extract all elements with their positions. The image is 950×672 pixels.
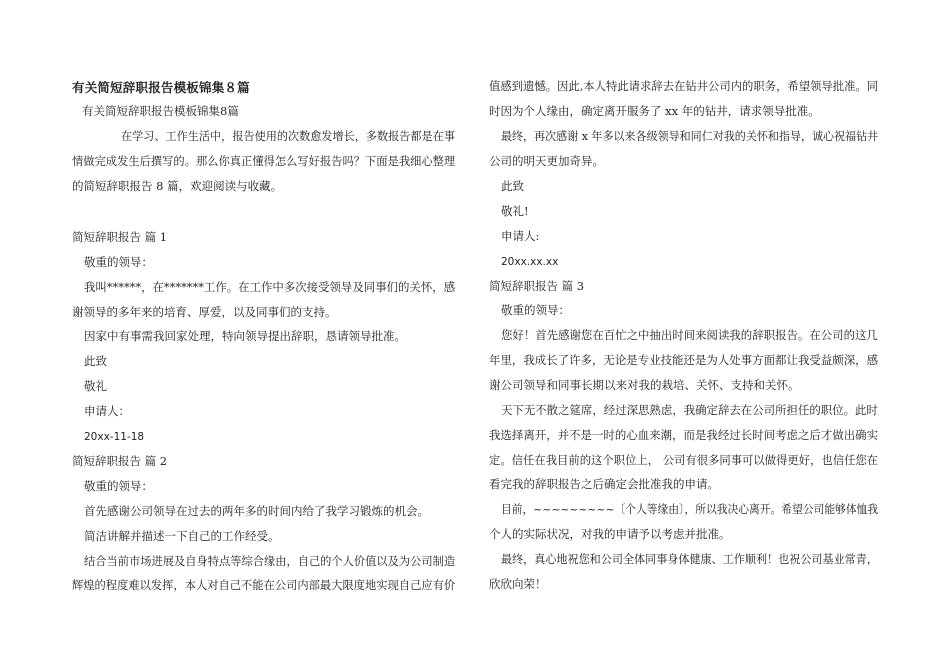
final-line-2: 公司的明天更加奇异。: [489, 154, 604, 168]
section-1-paragraph-2: 因家中有事需我回家处理，特向领导提出辞职，恳请领导批准。: [84, 329, 406, 343]
continuation-line-2: 时因为个人缘由，确定离开服务了 xx 年的钻井，请求领导批准。: [489, 104, 820, 118]
section-1-heading: 简短辞职报告 篇 1: [72, 230, 168, 244]
section-3-paragraph-2b: 我选择离开，并不是一时的心血来潮，而是我经过长时间考虑之后才做出确实: [489, 428, 879, 442]
section-2-paragraph-1: 首先感谢公司领导在过去的两年多的时间内给了我学习锻炼的机会。: [84, 504, 429, 518]
section-3-paragraph-2a: 天下无不散之筵席，经过深思熟虑，我确定辞去在公司所担任的职位。此时: [501, 403, 878, 417]
section-2-paragraph-3b: 辉煌的程度难以发挥，本人对自己不能在公司内部最大限度地实现自己应有价: [72, 578, 456, 592]
section-3-paragraph-4b: 欣欣向荣！: [489, 577, 547, 591]
section-3-paragraph-4a: 最终，真心地祝您和公司全体同事身体健康、工作顺利！也祝公司基业常青，: [501, 552, 878, 566]
section-3-paragraph-1a: 您好！首先感谢您在百忙之中抽出时间来阅读我的辞职报告。在公司的这几: [501, 328, 878, 342]
document-subtitle: 有关简短辞职报告模板锦集8篇: [82, 104, 239, 118]
section-1-paragraph-1b: 谢领导的多年来的培育、厚爱，以及同事们的支持。: [72, 305, 337, 319]
section-3-heading: 简短辞职报告 篇 3: [489, 279, 585, 293]
right-closing-1: 此致: [501, 179, 524, 193]
section-3-paragraph-3a: 目前，~~~~~~~~~〔个人等缘由〕，所以我决心离开。希望公司能够体恤我: [501, 502, 879, 516]
section-2-paragraph-2: 简洁讲解并描述一下自己的工作经受。: [84, 529, 280, 543]
section-3-paragraph-2c: 定。信任在我目前的这个职位上， 公司有很多同事可以做得更好，也信任您在: [489, 453, 879, 467]
right-closing-2: 敬礼!: [501, 204, 529, 218]
continuation-line-1: 值感到遗憾。因此,本人特此请求辞去在钻井公司内的职务，希望领导批准。同: [489, 79, 879, 93]
section-1-closing-2: 敬礼: [84, 379, 107, 393]
section-2-greeting: 敬重的领导：: [84, 479, 153, 493]
section-1-applicant: 申请人：: [84, 404, 130, 418]
intro-line-3: 的简短辞职报告 8 篇，欢迎阅读与收藏。: [72, 179, 283, 193]
section-1-date: 20xx-11-18: [84, 431, 145, 443]
document-title: 有关简短辞职报告模板锦集８篇: [72, 80, 250, 95]
final-line-1: 最终，再次感谢 x 年多以来各级领导和同仁对我的关怀和指导，诚心祝福钻井: [501, 129, 879, 143]
section-2-heading: 简短辞职报告 篇 2: [72, 454, 168, 468]
section-3-paragraph-1c: 谢公司领导和同事长期以来对我的栽培、关怀、支持和关怀。: [489, 378, 800, 392]
section-3-paragraph-1b: 年里，我成长了许多，无论是专业技能还是为人处事方面都让我受益颇深，感: [489, 353, 879, 367]
right-applicant: 申请人:: [501, 229, 540, 243]
section-2-paragraph-3a: 结合当前市场进展及自身特点等综合缘由，自己的个人价值以及为公司制造: [84, 554, 456, 568]
section-1-paragraph-1a: 我叫******，在*******工作。在工作中多次接受领导及同事们的关怀，感: [84, 280, 456, 294]
section-3-paragraph-3b: 个人的实际状况，对我的申请予以考虑并批准。: [489, 527, 731, 541]
right-date: 20xx.xx.xx: [501, 256, 559, 268]
section-1-closing-1: 此致: [84, 354, 107, 368]
section-3-greeting: 敬重的领导：: [501, 303, 570, 317]
section-3-paragraph-2d: 看完我的辞职报告之后确定会批准我的申请。: [489, 477, 719, 491]
section-1-greeting: 敬重的领导：: [84, 255, 153, 269]
intro-line-2: 情做完成发生后撰写的。那么你真正懂得怎么写好报告吗？下面是我细心整理: [72, 154, 456, 168]
intro-line-1: 在学习、工作生活中，报告使用的次数愈发增长，多数报告都是在事: [121, 129, 455, 143]
